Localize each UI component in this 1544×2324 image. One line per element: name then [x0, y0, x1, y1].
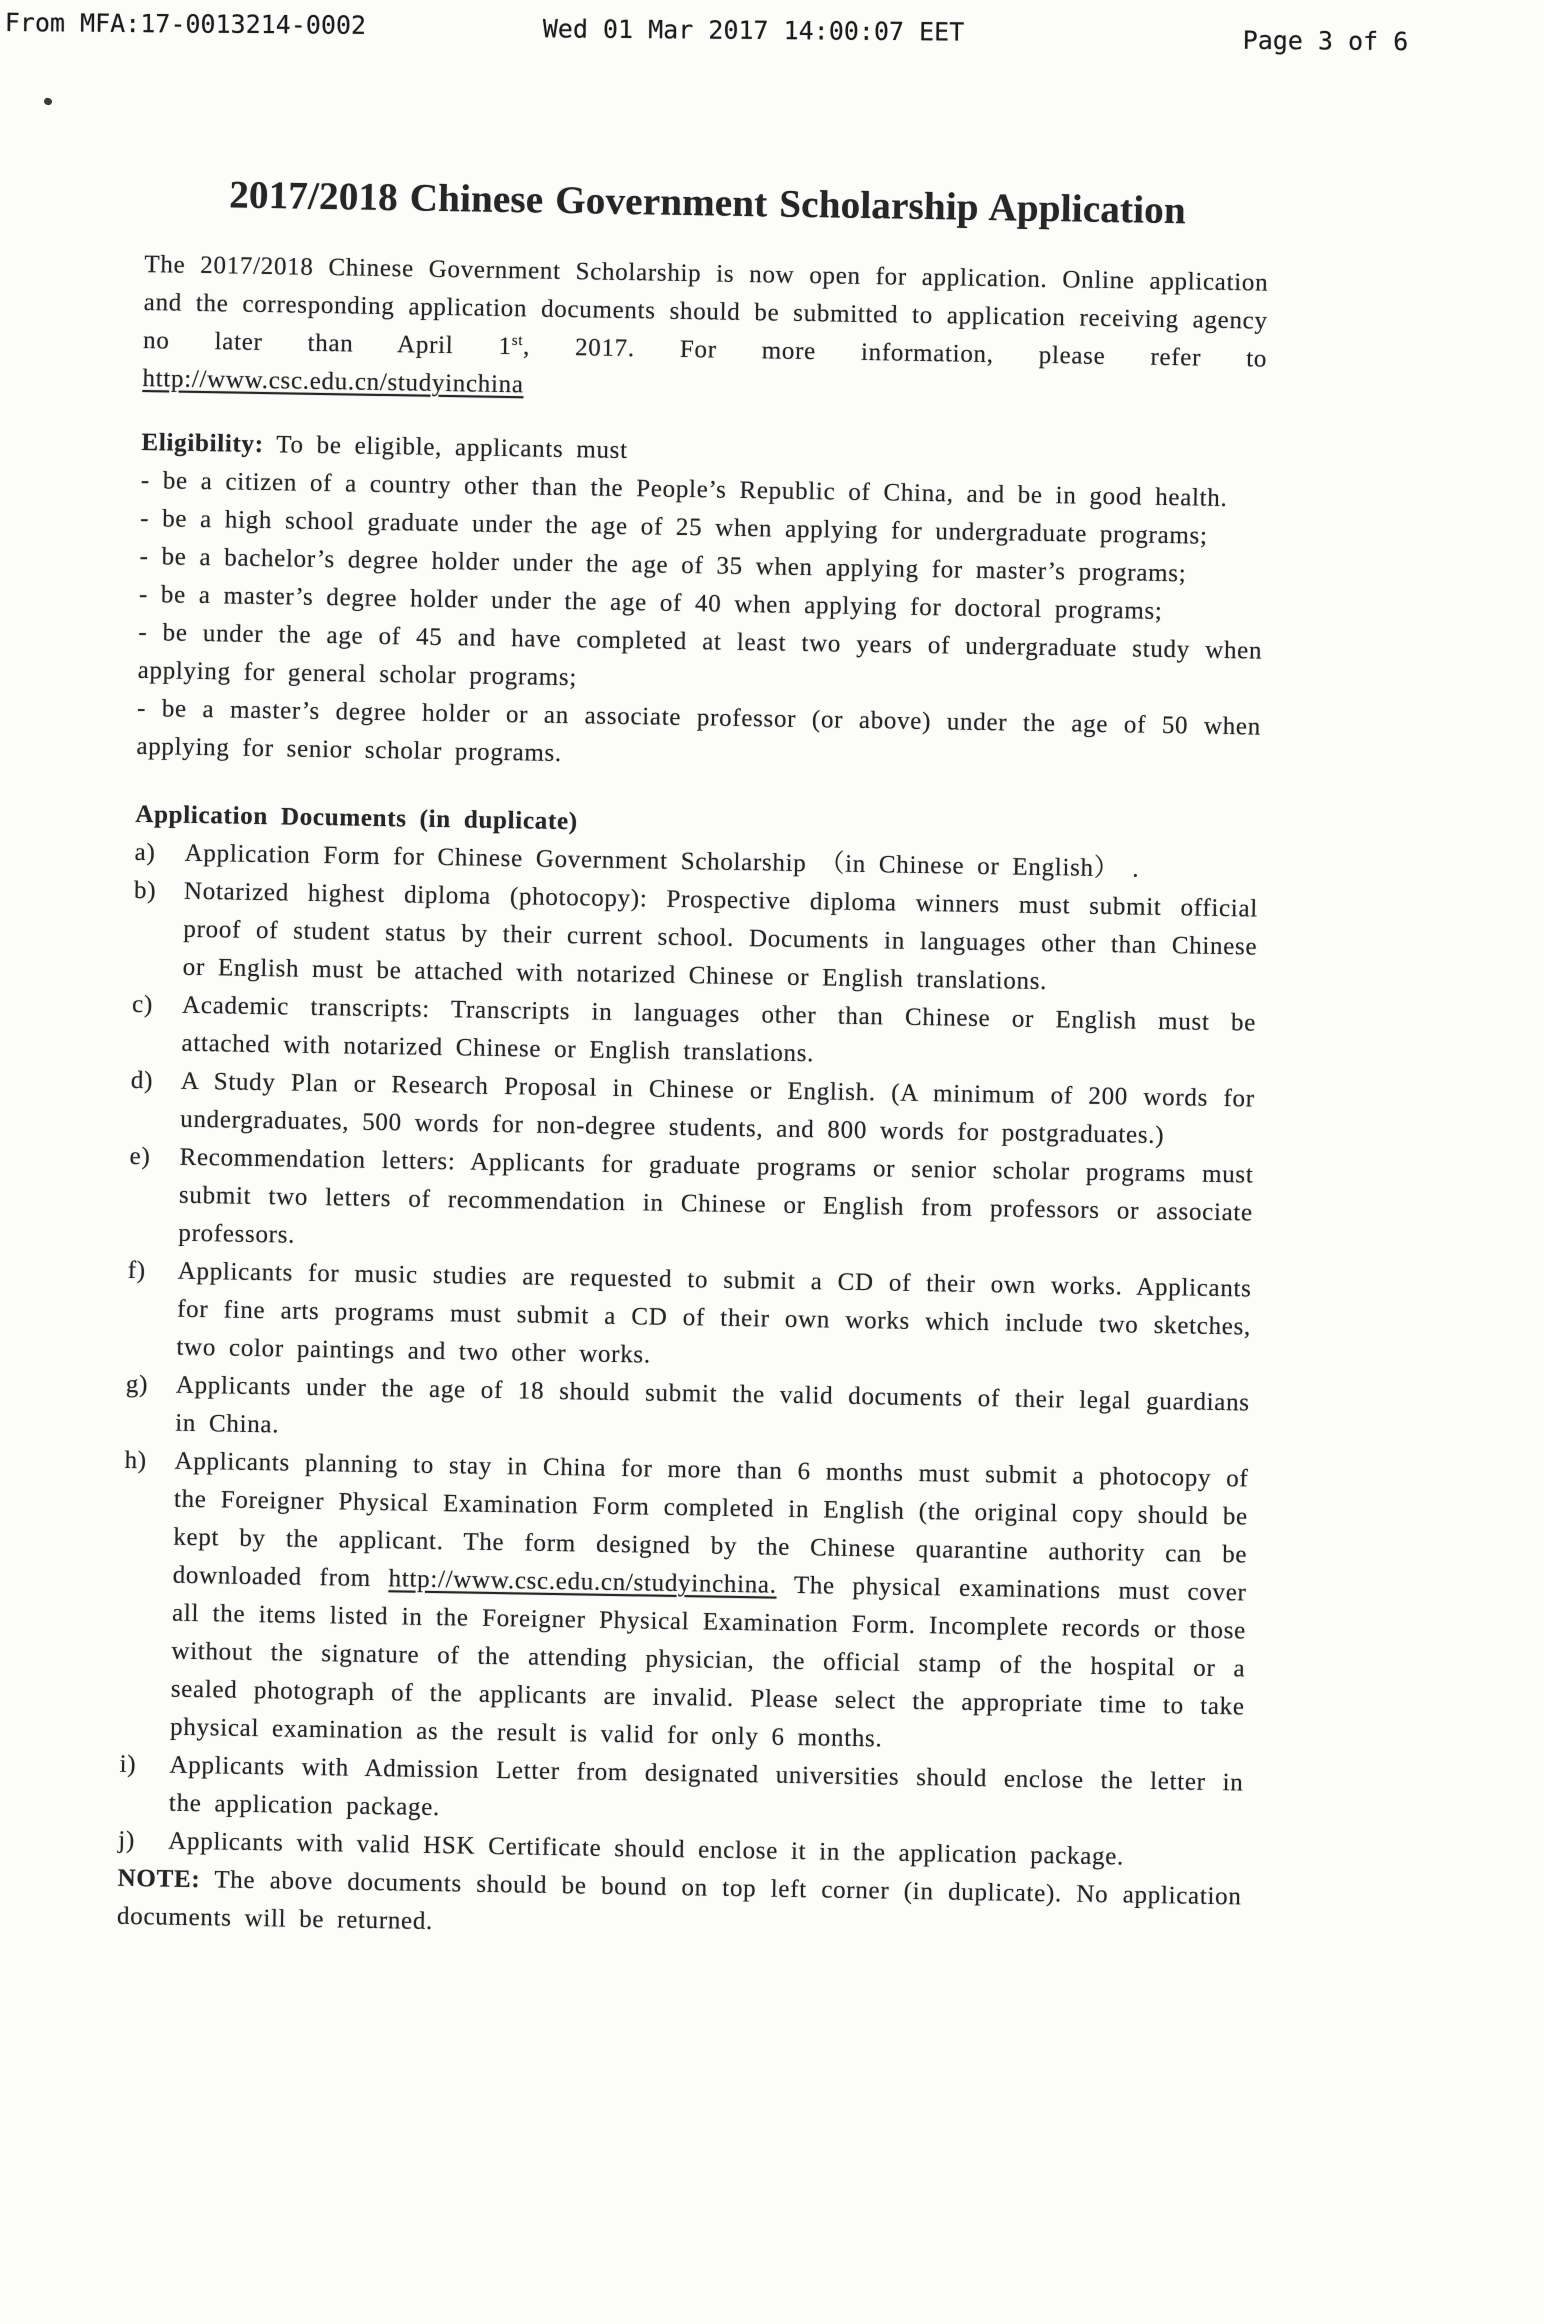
fax-timestamp: Wed 01 Mar 2017 14:00:07 EET	[542, 14, 965, 47]
document-item-f	[126, 1252, 1252, 1385]
fax-header	[0, 0, 1544, 82]
eligibility-item: - be under the age of 45 and have completed at least two years of undergraduate study when applying for general scholar programs;	[137, 618, 1263, 692]
item-text: A Study Plan or Research Proposal in Chinese or English. (A minimum of 200 words for undergraduates, 500 words for non-degree students, and 800 words for postgraduates.)	[180, 1067, 1255, 1150]
fax-page-indicator: Page 3 of 6	[1242, 25, 1409, 57]
item-text: Application Form for Chinese Government Scholarship （in Chinese or English） .	[184, 839, 1140, 883]
item-text	[170, 1443, 1249, 1765]
item-label: a)	[134, 838, 156, 867]
item-text: Notarized highest diploma (photocopy): Prospective diploma winners must submit official proof of student status by their current school. Documents in languages other than Chinese or English must be attached with notarized Chinese or English translations.	[182, 877, 1259, 996]
eligibility-item: - be a citizen of a country other than the People’s Republic of China, and be in good health.	[140, 466, 1228, 512]
item-text-before-link: Applicants planning to stay in China for more than 6 months must submit a photocopy of the Foreigner Physical Examination Form completed in English (the original copy should be kept by the applicant. The form designed by the Chinese quarantine authority can be downloaded from	[172, 1447, 1249, 1593]
item-label: g)	[125, 1370, 149, 1399]
eligibility-item: - be a bachelor’s degree holder under the age of 35 when applying for master’s programs;	[139, 542, 1187, 588]
application-documents-heading: Application Documents (in duplicate)	[135, 800, 579, 836]
item-text-after-link: The physical examinations must cover all the items listed in the Foreigner Physical Examination Form. Incomplete records or those without the signature of the attending physician, the official stamp of the hospital or a sealed photograph of the applicants are invalid. Please select the appropriate time to take physical examination as the result is valid for only 6 months.	[169, 1571, 1247, 1753]
item-text: Applicants for music studies are requested to submit a CD of their own works. Applicants for fine arts programs must submit a CD of their own works which include two sketches, two color paintings and two other works.	[176, 1257, 1252, 1369]
eligibility-item: - be a master’s degree holder or an associate professor (or above) under the age of 50 when applying for senior scholar programs.	[136, 694, 1262, 767]
document-item-h	[120, 1442, 1249, 1765]
item-text: Applicants with valid HSK Certificate should enclose it in the application package.	[168, 1827, 1125, 1871]
item-label: f)	[127, 1256, 147, 1285]
item-label: b)	[133, 876, 157, 905]
studyinchina-download-link[interactable]: http://www.csc.edu.cn/studyinchina.	[388, 1565, 777, 1599]
item-text: Recommendation letters: Applicants for graduate programs or senior scholar programs must submit two letters of recommendation in Chinese or English from professors or associate professors.	[178, 1143, 1254, 1249]
eligibility-heading-rest: To be eligible, applicants must	[263, 430, 628, 465]
item-label: e)	[129, 1142, 151, 1171]
page-title: 2017/2018 Chinese Government Scholarship Application	[228, 173, 1187, 233]
item-label: i)	[119, 1750, 137, 1779]
note-label: NOTE:	[117, 1864, 201, 1894]
eligibility-heading-bold: Eligibility:	[141, 428, 265, 458]
ordinal-superscript: st	[511, 332, 524, 349]
note-text: The above documents should be bound on top left corner (in duplicate). No application documents will be returned.	[116, 1866, 1242, 1935]
item-text: Applicants under the age of 18 should submit the valid documents of their legal guardians in China.	[175, 1371, 1250, 1439]
eligibility-item: - be a high school graduate under the age of 25 when applying for undergraduate programs;	[139, 504, 1208, 550]
item-text: Academic transcripts: Transcripts in languages other than Chinese or English must be attached with notarized Chinese or English translations.	[181, 991, 1257, 1068]
document-item-b	[132, 872, 1258, 1005]
document-item-e	[128, 1138, 1254, 1271]
item-text: Applicants with Admission Letter from designated universities should enclose the letter in the application package.	[168, 1751, 1244, 1822]
document-body	[117, 170, 1270, 1954]
item-label: c)	[131, 990, 154, 1019]
item-label: j)	[118, 1826, 136, 1855]
ink-dot-artifact	[43, 97, 53, 106]
fax-from-id: From MFA:17-0013214-0002	[4, 8, 367, 40]
intro-text-before: The 2017/2018 Chinese Government Scholarship is now open for application. Online application and the corresponding application documents should be submitted to application receiving agency no later than April 1	[142, 250, 1269, 361]
intro-text-after: , 2017. For more information, please refer to	[522, 333, 1268, 373]
item-label: d)	[130, 1066, 154, 1095]
eligibility-item: - be a master’s degree holder under the age of 40 when applying for doctoral programs;	[138, 580, 1163, 625]
intro-paragraph	[142, 246, 1268, 417]
item-label: h)	[124, 1446, 148, 1475]
studyinchina-link[interactable]: http://www.csc.edu.cn/studyinchina	[142, 364, 524, 399]
